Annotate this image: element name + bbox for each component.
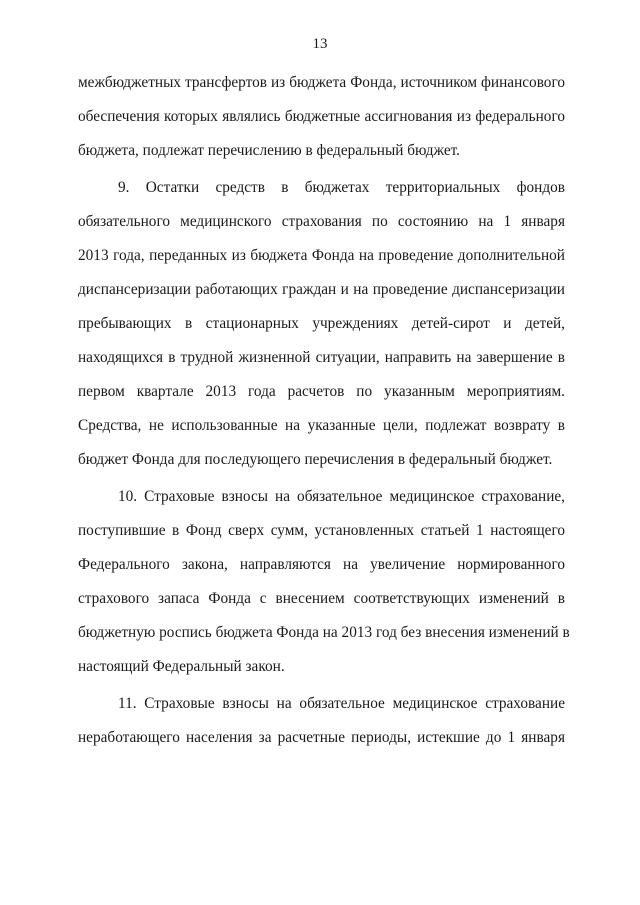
text-line: бюджета, подлежат перечислению в федеральный бюджет.	[78, 142, 461, 159]
paragraph-10-first-line: 10. Страховые взносы на обязательное медицинское страхование,	[118, 488, 565, 505]
text-line: первом квартале 2013 года расчетов по указанным мероприятиям.	[78, 383, 565, 400]
text-line: Средства, не использованные на указанные цели, подлежат возврату в	[78, 417, 565, 434]
text-line: межбюджетных трансфертов из бюджета Фонда, источником финансового	[78, 74, 565, 91]
text-line: обеспечения которых являлись бюджетные ассигнования из федерального	[78, 108, 565, 125]
text-line: бюджет Фонда для последующего перечисления в федеральный бюджет.	[78, 451, 553, 468]
paragraph-11-first-line: 11. Страховые взносы на обязательное медицинское страхование	[118, 695, 565, 712]
text-line: Федерального закона, направляются на увеличение нормированного	[78, 556, 565, 573]
text-line: находящихся в трудной жизненной ситуации, направить на завершение в	[78, 349, 565, 366]
text-line: бюджетную роспись бюджета Фонда на 2013 год без внесения изменений в	[78, 624, 570, 641]
paragraph-9-first-line: 9. Остатки средств в бюджетах территориальных фондов	[118, 179, 565, 196]
page-number: 13	[312, 36, 328, 52]
text-line: обязательного медицинского страхования по состоянию на 1 января	[78, 213, 565, 230]
text-line: настоящий Федеральный закон.	[78, 658, 285, 675]
text-line: пребывающих в стационарных учреждениях детей-сирот и детей,	[78, 315, 565, 332]
text-line: диспансеризации работающих граждан и на проведение диспансеризации	[78, 281, 565, 298]
text-line: поступившие в Фонд сверх сумм, установленных статьей 1 настоящего	[78, 522, 565, 539]
text-line: неработающего населения за расчетные периоды, истекшие до 1 января	[78, 729, 565, 746]
text-line: 2013 года, переданных из бюджета Фонда на проведение дополнительной	[78, 247, 565, 264]
text-line: страхового запаса Фонда с внесением соответствующих изменений в	[78, 590, 565, 607]
